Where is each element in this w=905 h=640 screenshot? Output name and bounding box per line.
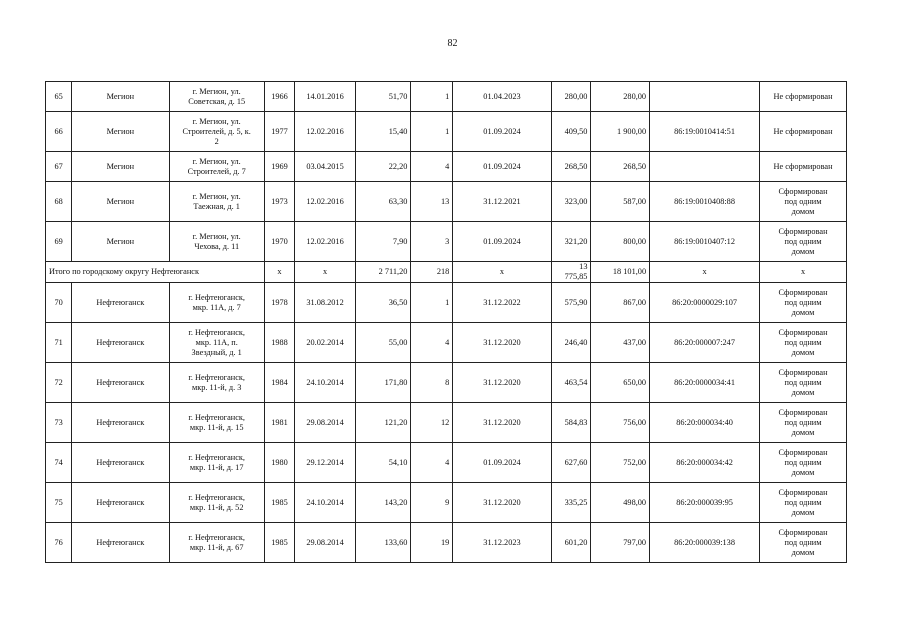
table-row xyxy=(46,182,847,222)
deadline-cell: 31.12.2023 xyxy=(453,523,551,563)
year-cell: 1978 xyxy=(264,283,294,323)
summary-v2: 18 101,00 xyxy=(591,262,650,283)
status-cell-line: под одним xyxy=(784,236,822,246)
address-cell xyxy=(169,222,264,262)
address-cell xyxy=(169,323,264,363)
area-cell: 133,60 xyxy=(355,523,410,563)
summary-label: Итого по городскому округу Нефтеюганск xyxy=(46,262,265,283)
address-cell-line: мкр. 11-й, д. 17 xyxy=(189,462,244,472)
area-cell: 15,40 xyxy=(355,112,410,152)
status-cell-line: Сформирован xyxy=(778,487,828,497)
date-cell: 12.02.2016 xyxy=(295,222,356,262)
status-cell-line: под одним xyxy=(784,297,822,307)
value1-cell: 268,50 xyxy=(551,152,591,182)
status-cell xyxy=(760,283,847,323)
city-cell: Нефтеюганск xyxy=(72,523,169,563)
people-cell: 3 xyxy=(411,222,453,262)
address-cell-line: мкр. 11-й, д. 15 xyxy=(189,422,244,432)
date-cell: 24.10.2014 xyxy=(295,483,356,523)
value2-cell: 867,00 xyxy=(591,283,650,323)
area-cell: 54,10 xyxy=(355,443,410,483)
row-number: 74 xyxy=(46,443,72,483)
status-cell-line: под одним xyxy=(784,196,822,206)
area-cell: 171,80 xyxy=(355,363,410,403)
status-cell xyxy=(760,443,847,483)
row-number: 70 xyxy=(46,283,72,323)
value1-cell: 323,00 xyxy=(551,182,591,222)
people-cell: 1 xyxy=(411,112,453,152)
status-cell-line: Сформирован xyxy=(778,447,828,457)
table-row xyxy=(46,403,847,443)
date-cell: 29.08.2014 xyxy=(295,523,356,563)
address-cell-line: г. Мегион, ул. xyxy=(192,116,241,126)
status-cell-line: Сформирован xyxy=(778,407,828,417)
status-cell-line: домом xyxy=(791,467,815,477)
deadline-cell: 31.12.2020 xyxy=(453,403,551,443)
table-row xyxy=(46,443,847,483)
year-cell: 1985 xyxy=(264,483,294,523)
year-cell: 1981 xyxy=(264,403,294,443)
city-cell: Нефтеюганск xyxy=(72,483,169,523)
deadline-cell: 31.12.2021 xyxy=(453,182,551,222)
year-cell: 1977 xyxy=(264,112,294,152)
date-cell: 03.04.2015 xyxy=(295,152,356,182)
summary-status: x xyxy=(760,262,847,283)
address-cell-line: г. Мегион, ул. xyxy=(192,191,241,201)
address-cell-line: г. Нефтеюганск, xyxy=(188,292,245,302)
address-cell-line: г. Мегион, ул. xyxy=(192,231,241,241)
value1-cell: 584,83 xyxy=(551,403,591,443)
address-cell xyxy=(169,403,264,443)
summary-date: x xyxy=(295,262,356,283)
summary-people: 218 xyxy=(411,262,453,283)
summary-deadline: x xyxy=(453,262,551,283)
city-cell: Мегион xyxy=(72,152,169,182)
row-number: 67 xyxy=(46,152,72,182)
address-cell xyxy=(169,523,264,563)
address-cell xyxy=(169,443,264,483)
address-cell-line: г. Нефтеюганск, xyxy=(188,532,245,542)
summary-year: x xyxy=(264,262,294,283)
summary-cadastral: x xyxy=(650,262,760,283)
city-cell: Нефтеюганск xyxy=(72,323,169,363)
value2-cell: 800,00 xyxy=(591,222,650,262)
deadline-cell: 01.09.2024 xyxy=(453,112,551,152)
cadastral-cell xyxy=(650,152,760,182)
city-cell: Мегион xyxy=(72,112,169,152)
cadastral-cell: 86:20:0000034:41 xyxy=(650,363,760,403)
status-cell-line: домом xyxy=(791,347,815,357)
people-cell: 4 xyxy=(411,152,453,182)
status-cell-line: Сформирован xyxy=(778,367,828,377)
table-row xyxy=(46,82,847,112)
people-cell: 8 xyxy=(411,363,453,403)
area-cell: 7,90 xyxy=(355,222,410,262)
address-cell-line: Советская, д. 15 xyxy=(188,96,246,106)
address-cell-line: Таежная, д. 1 xyxy=(193,201,240,211)
year-cell: 1988 xyxy=(264,323,294,363)
status-cell-line: Сформирован xyxy=(778,287,828,297)
status-cell-line: под одним xyxy=(784,417,822,427)
city-cell: Мегион xyxy=(72,222,169,262)
deadline-cell: 01.09.2024 xyxy=(453,152,551,182)
status-cell xyxy=(760,112,847,152)
cadastral-cell: 86:19:0010414:51 xyxy=(650,112,760,152)
row-number: 69 xyxy=(46,222,72,262)
status-cell-line: Не сформирован xyxy=(773,91,833,101)
address-cell-line: мкр. 11А, п. xyxy=(195,337,238,347)
status-cell-line: домом xyxy=(791,387,815,397)
deadline-cell: 31.12.2020 xyxy=(453,363,551,403)
address-cell-line: Чехова, д. 11 xyxy=(194,241,240,251)
date-cell: 12.02.2016 xyxy=(295,182,356,222)
status-cell xyxy=(760,523,847,563)
city-cell: Нефтеюганск xyxy=(72,283,169,323)
value1-cell: 575,90 xyxy=(551,283,591,323)
row-number: 68 xyxy=(46,182,72,222)
status-cell-line: домом xyxy=(791,246,815,256)
deadline-cell: 01.09.2024 xyxy=(453,443,551,483)
housing-registry-table xyxy=(45,81,847,563)
summary-row xyxy=(46,262,847,283)
page-number: 82 xyxy=(447,38,458,49)
status-cell xyxy=(760,152,847,182)
address-cell xyxy=(169,82,264,112)
date-cell: 14.01.2016 xyxy=(295,82,356,112)
status-cell-line: Не сформирован xyxy=(773,161,833,171)
area-cell: 36,50 xyxy=(355,283,410,323)
cadastral-cell xyxy=(650,82,760,112)
deadline-cell: 01.04.2023 xyxy=(453,82,551,112)
area-cell: 143,20 xyxy=(355,483,410,523)
value1-cell: 321,20 xyxy=(551,222,591,262)
year-cell: 1985 xyxy=(264,523,294,563)
address-cell xyxy=(169,182,264,222)
people-cell: 4 xyxy=(411,323,453,363)
table-row xyxy=(46,112,847,152)
row-number: 72 xyxy=(46,363,72,403)
status-cell-line: домом xyxy=(791,547,815,557)
address-cell-line: 2 xyxy=(214,136,219,146)
address-cell xyxy=(169,112,264,152)
table-row xyxy=(46,222,847,262)
city-cell: Мегион xyxy=(72,82,169,112)
date-cell: 29.12.2014 xyxy=(295,443,356,483)
value1-cell: 627,60 xyxy=(551,443,591,483)
year-cell: 1973 xyxy=(264,182,294,222)
people-cell: 13 xyxy=(411,182,453,222)
area-cell: 55,00 xyxy=(355,323,410,363)
value1-cell: 409,50 xyxy=(551,112,591,152)
people-cell: 1 xyxy=(411,82,453,112)
table-row xyxy=(46,152,847,182)
area-cell: 121,20 xyxy=(355,403,410,443)
people-cell: 19 xyxy=(411,523,453,563)
year-cell: 1980 xyxy=(264,443,294,483)
address-cell-line: мкр. 11А, д. 7 xyxy=(192,302,241,312)
cadastral-cell: 86:19:0010408:88 xyxy=(650,182,760,222)
year-cell: 1970 xyxy=(264,222,294,262)
table-row xyxy=(46,323,847,363)
people-cell: 1 xyxy=(411,283,453,323)
area-cell: 63,30 xyxy=(355,182,410,222)
value1-cell: 601,20 xyxy=(551,523,591,563)
value1-cell: 280,00 xyxy=(551,82,591,112)
address-cell-line: мкр. 11-й, д. 52 xyxy=(189,502,244,512)
row-number: 71 xyxy=(46,323,72,363)
row-number: 76 xyxy=(46,523,72,563)
status-cell xyxy=(760,403,847,443)
value2-cell: 650,00 xyxy=(591,363,650,403)
status-cell-line: Сформирован xyxy=(778,186,828,196)
address-cell-line: г. Мегион, ул. xyxy=(192,156,241,166)
status-cell-line: домом xyxy=(791,307,815,317)
status-cell-line: Не сформирован xyxy=(773,126,833,136)
summary-area: 2 711,20 xyxy=(355,262,410,283)
address-cell-line: г. Нефтеюганск, xyxy=(188,452,245,462)
value1-cell: 463,54 xyxy=(551,363,591,403)
cadastral-cell: 86:19:0010407:12 xyxy=(650,222,760,262)
date-cell: 20.02.2014 xyxy=(295,323,356,363)
row-number: 73 xyxy=(46,403,72,443)
status-cell-line: Сформирован xyxy=(778,327,828,337)
status-cell-line: домом xyxy=(791,206,815,216)
date-cell: 12.02.2016 xyxy=(295,112,356,152)
value2-cell: 752,00 xyxy=(591,443,650,483)
value2-cell: 1 900,00 xyxy=(591,112,650,152)
row-number: 65 xyxy=(46,82,72,112)
deadline-cell: 31.12.2020 xyxy=(453,483,551,523)
city-cell: Нефтеюганск xyxy=(72,363,169,403)
value2-cell: 756,00 xyxy=(591,403,650,443)
summary-v1: 13 775,85 xyxy=(551,262,591,283)
status-cell xyxy=(760,222,847,262)
cadastral-cell: 86:20:000039:95 xyxy=(650,483,760,523)
value2-cell: 797,00 xyxy=(591,523,650,563)
address-cell-line: г. Нефтеюганск, xyxy=(188,412,245,422)
status-cell xyxy=(760,483,847,523)
deadline-cell: 01.09.2024 xyxy=(453,222,551,262)
status-cell xyxy=(760,182,847,222)
row-number: 66 xyxy=(46,112,72,152)
address-cell-line: г. Мегион, ул. xyxy=(192,86,241,96)
cadastral-cell: 86:20:000039:138 xyxy=(650,523,760,563)
table-row xyxy=(46,363,847,403)
value2-cell: 280,00 xyxy=(591,82,650,112)
address-cell-line: г. Нефтеюганск, xyxy=(188,372,245,382)
city-cell: Нефтеюганск xyxy=(72,443,169,483)
city-cell: Нефтеюганск xyxy=(72,403,169,443)
address-cell xyxy=(169,483,264,523)
cadastral-cell: 86:20:000007:247 xyxy=(650,323,760,363)
value2-cell: 268,50 xyxy=(591,152,650,182)
address-cell-line: Строителей, д. 7 xyxy=(187,166,246,176)
status-cell xyxy=(760,82,847,112)
address-cell-line: г. Нефтеюганск, xyxy=(188,327,245,337)
value2-cell: 587,00 xyxy=(591,182,650,222)
year-cell: 1966 xyxy=(264,82,294,112)
address-cell-line: мкр. 11-й, д. 67 xyxy=(189,542,244,552)
value1-cell: 335,25 xyxy=(551,483,591,523)
status-cell-line: под одним xyxy=(784,537,822,547)
people-cell: 9 xyxy=(411,483,453,523)
address-cell xyxy=(169,363,264,403)
table-row xyxy=(46,523,847,563)
status-cell-line: под одним xyxy=(784,337,822,347)
status-cell-line: Сформирован xyxy=(778,226,828,236)
status-cell-line: под одним xyxy=(784,497,822,507)
row-number: 75 xyxy=(46,483,72,523)
value1-cell: 246,40 xyxy=(551,323,591,363)
cadastral-cell: 86:20:0000029:107 xyxy=(650,283,760,323)
cadastral-cell: 86:20:000034:40 xyxy=(650,403,760,443)
people-cell: 12 xyxy=(411,403,453,443)
deadline-cell: 31.12.2020 xyxy=(453,323,551,363)
area-cell: 51,70 xyxy=(355,82,410,112)
year-cell: 1984 xyxy=(264,363,294,403)
status-cell-line: под одним xyxy=(784,457,822,467)
date-cell: 24.10.2014 xyxy=(295,363,356,403)
status-cell xyxy=(760,363,847,403)
status-cell-line: домом xyxy=(791,427,815,437)
deadline-cell: 31.12.2022 xyxy=(453,283,551,323)
address-cell-line: Строителей, д. 5, к. xyxy=(182,126,251,136)
address-cell xyxy=(169,283,264,323)
status-cell-line: Сформирован xyxy=(778,527,828,537)
value2-cell: 437,00 xyxy=(591,323,650,363)
value2-cell: 498,00 xyxy=(591,483,650,523)
people-cell: 4 xyxy=(411,443,453,483)
date-cell: 31.08.2012 xyxy=(295,283,356,323)
city-cell: Мегион xyxy=(72,182,169,222)
table-row xyxy=(46,283,847,323)
status-cell-line: домом xyxy=(791,507,815,517)
cadastral-cell: 86:20:000034:42 xyxy=(650,443,760,483)
table-row xyxy=(46,483,847,523)
address-cell-line: мкр. 11-й, д. 3 xyxy=(191,382,242,392)
status-cell xyxy=(760,323,847,363)
address-cell-line: г. Нефтеюганск, xyxy=(188,492,245,502)
date-cell: 29.08.2014 xyxy=(295,403,356,443)
year-cell: 1969 xyxy=(264,152,294,182)
area-cell: 22,20 xyxy=(355,152,410,182)
status-cell-line: под одним xyxy=(784,377,822,387)
address-cell xyxy=(169,152,264,182)
address-cell-line: Звездный, д. 1 xyxy=(191,347,242,357)
